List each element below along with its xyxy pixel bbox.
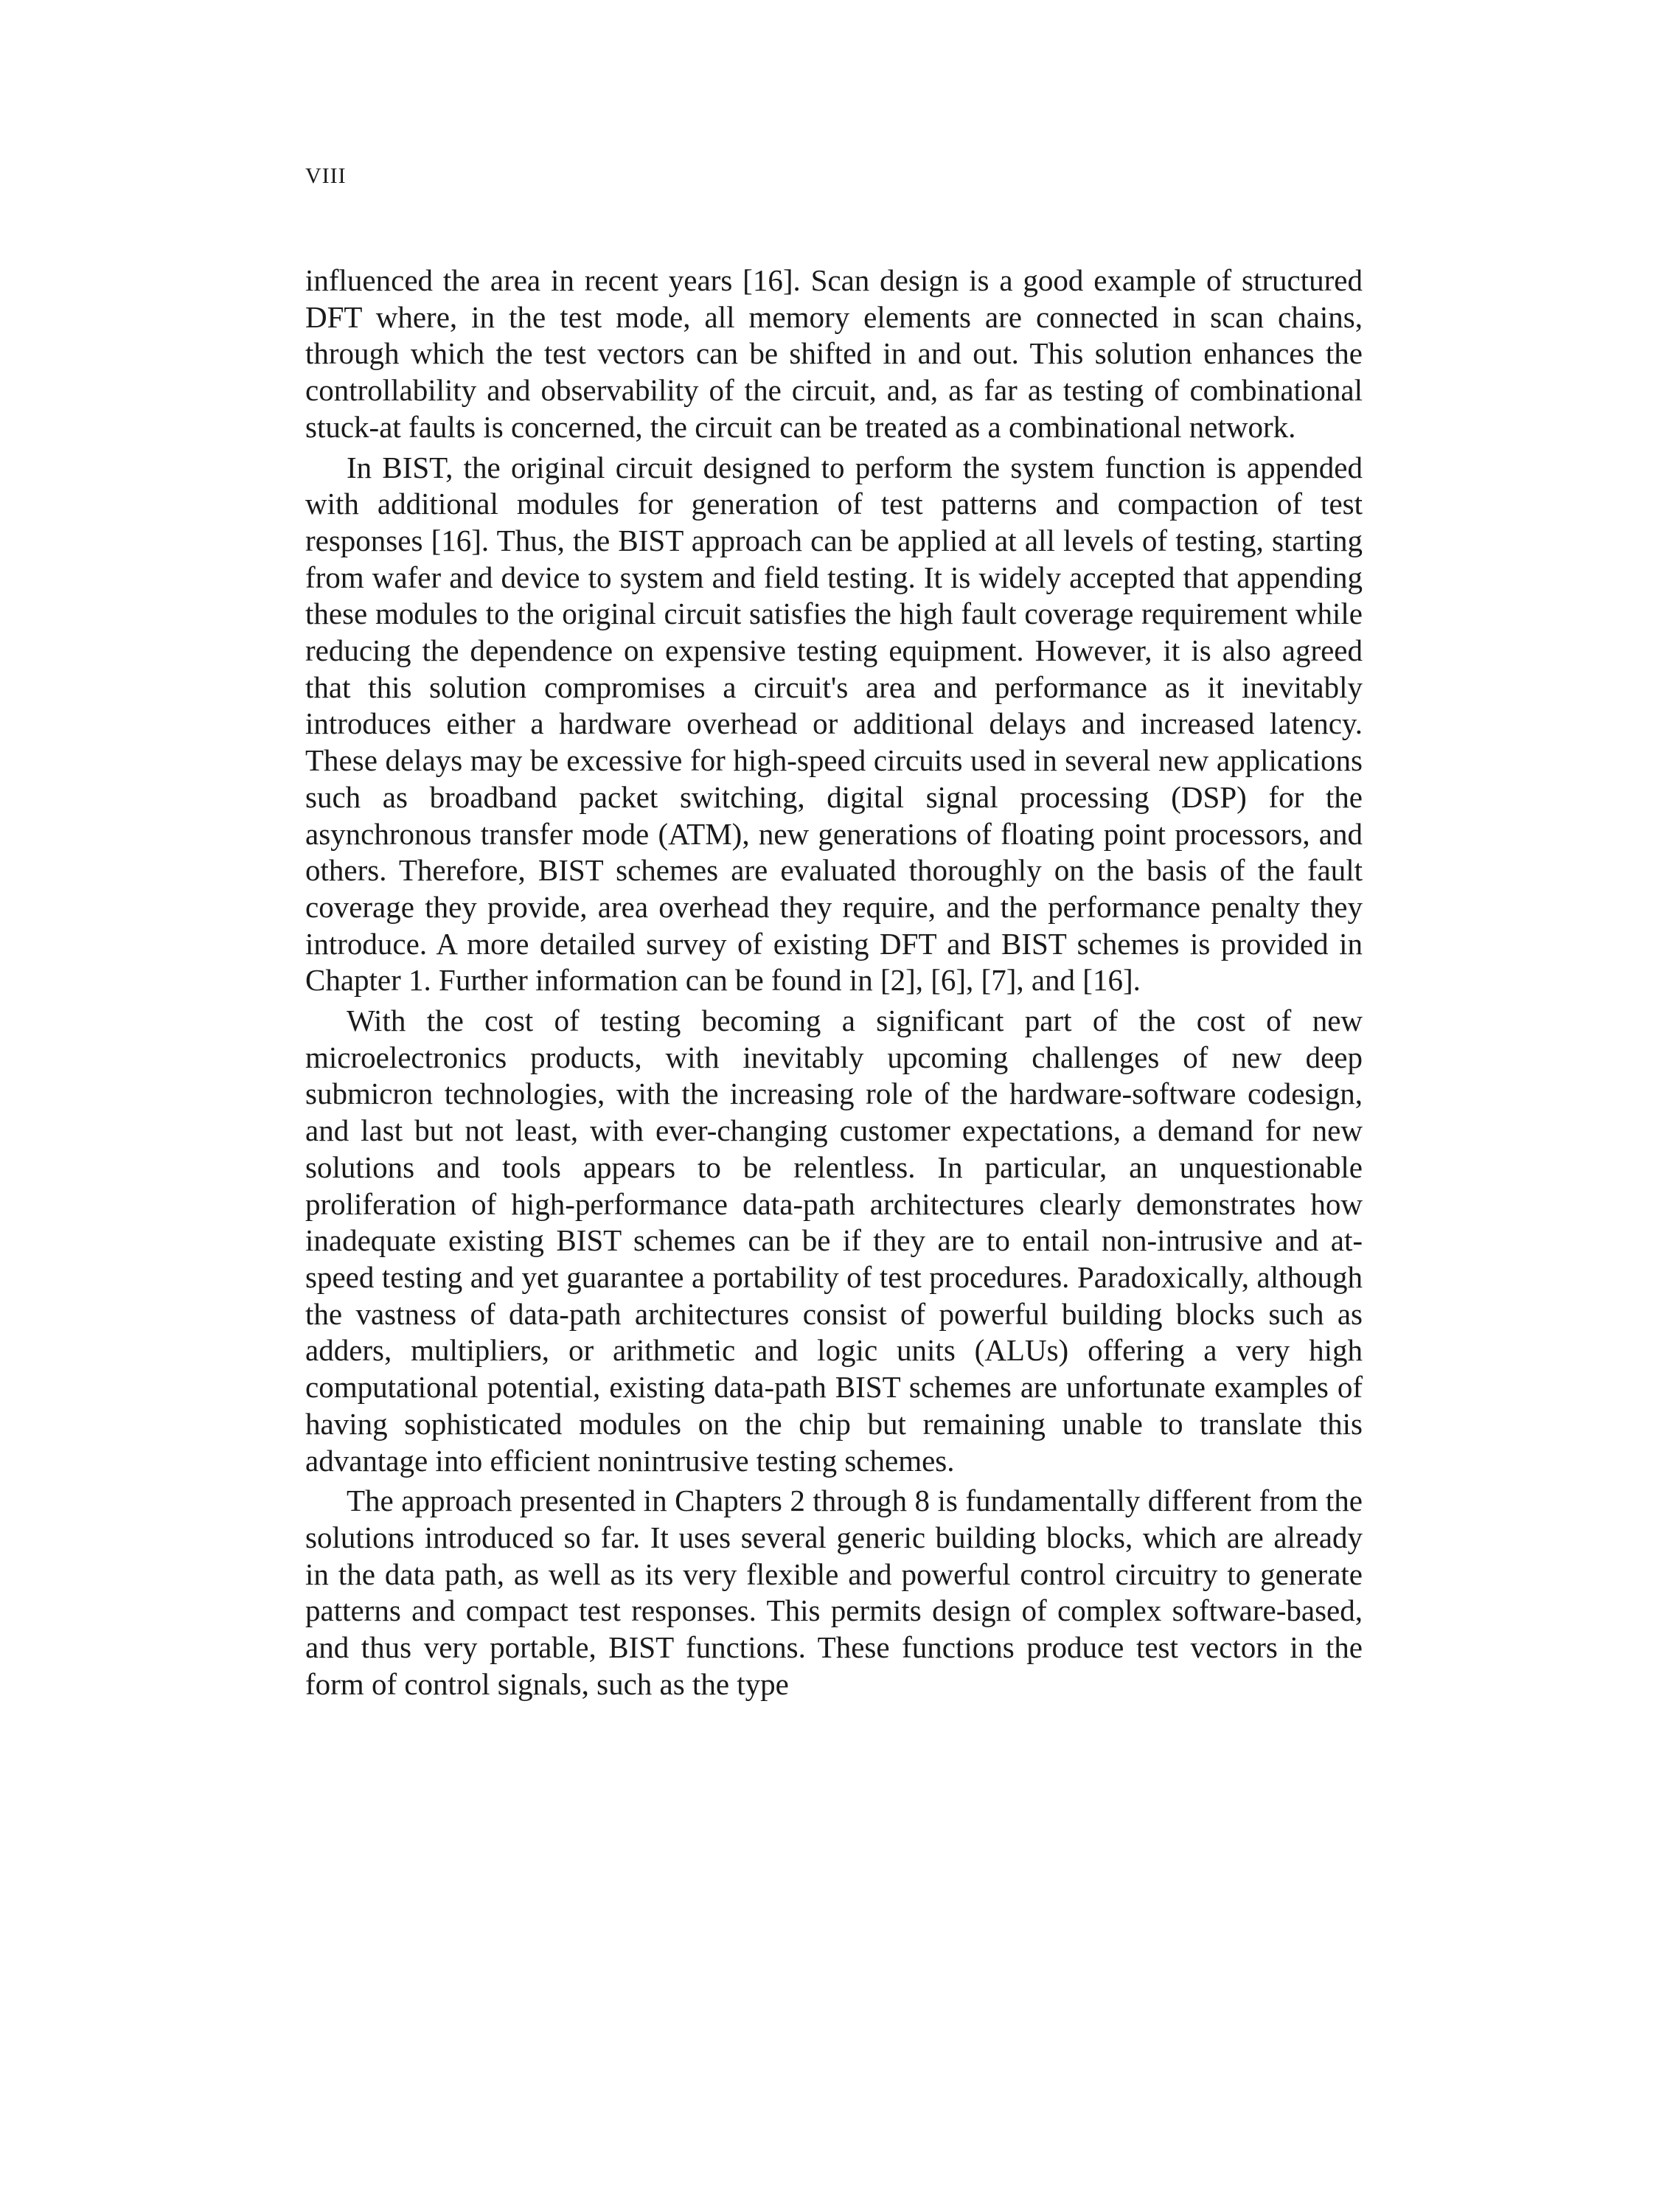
page-number: VIII — [305, 164, 347, 188]
paragraph-cost-of-testing: With the cost of testing becoming a significant part of the cost of new microelectronics products, with inevitably upcoming challenges of new deep submicron technologies, with the increasing role of the hardware-software codesign, and last but not least, with ever-changing customer expectations, a demand for new solutions and tools appears to be relentless. In particular, an unquestionable proliferation of high-performance data-path architectures clearly demonstrates how inadequate existing BIST schemes can be if they are to entail non-intrusive and at-speed testing and yet guarantee a portability of test procedures. Paradoxically, although the vastness of data-path architectures consist of powerful building blocks such as adders, multipliers, or arithmetic and logic units (ALUs) offering a very high computational potential, existing data-path BIST schemes are unfortunate examples of having sophisticated modules on the chip but remaining unable to translate this advantage into efficient nonintrusive testing schemes. — [305, 1004, 1363, 1478]
paragraph-approach: The approach presented in Chapters 2 through 8 is fundamentally different from the solutions introduced so far. It uses several generic building blocks, which are already in the data path, as well as its very flexible and powerful control circuitry to generate patterns and compact test responses. This permits design of complex software-based, and thus very portable, BIST functions. These functions produce test vectors in the form of control signals, such as the type — [305, 1484, 1363, 1701]
paragraph-bist: In BIST, the original circuit designed to perform the system function is appended with additional modules for generation of test patterns and compaction of test responses [16]. Thus, the BIST approach can be applied at all levels of testing, starting from wafer and device to system and field testing. It is widely accepted that appending these modules to the original circuit satisfies the high fault coverage requirement while reducing the dependence on expensive testing equipment. However, it is also agreed that this solution compromises a circuit's area and performance as it inevitably introduces either a hardware overhead or additional delays and increased latency. These delays may be excessive for high-speed circuits used in several new applications such as broadband packet switching, digital signal processing (DSP) for the asynchronous transfer mode (ATM), new generations of floating point processors, and others. Therefore, BIST schemes are evaluated thoroughly on the basis of the fault coverage they provide, area overhead they require, and the performance penalty they introduce. A more detailed survey of existing DFT and BIST schemes is provided in Chapter 1. Further information can be found in [2], [6], [7], and [16]. — [305, 450, 1363, 998]
paragraph-continuation: influenced the area in recent years [16]. Scan design is a good example of structured DFT where, in the test mode, all memory elements are connected in scan chains, through which the test vectors can be shifted in and out. This solution enhances the controllability and observability of the circuit, and, as far as testing of combinational stuck-at faults is concerned, the circuit can be treated as a combinational network. — [305, 263, 1363, 444]
body-text — [305, 262, 1363, 1703]
